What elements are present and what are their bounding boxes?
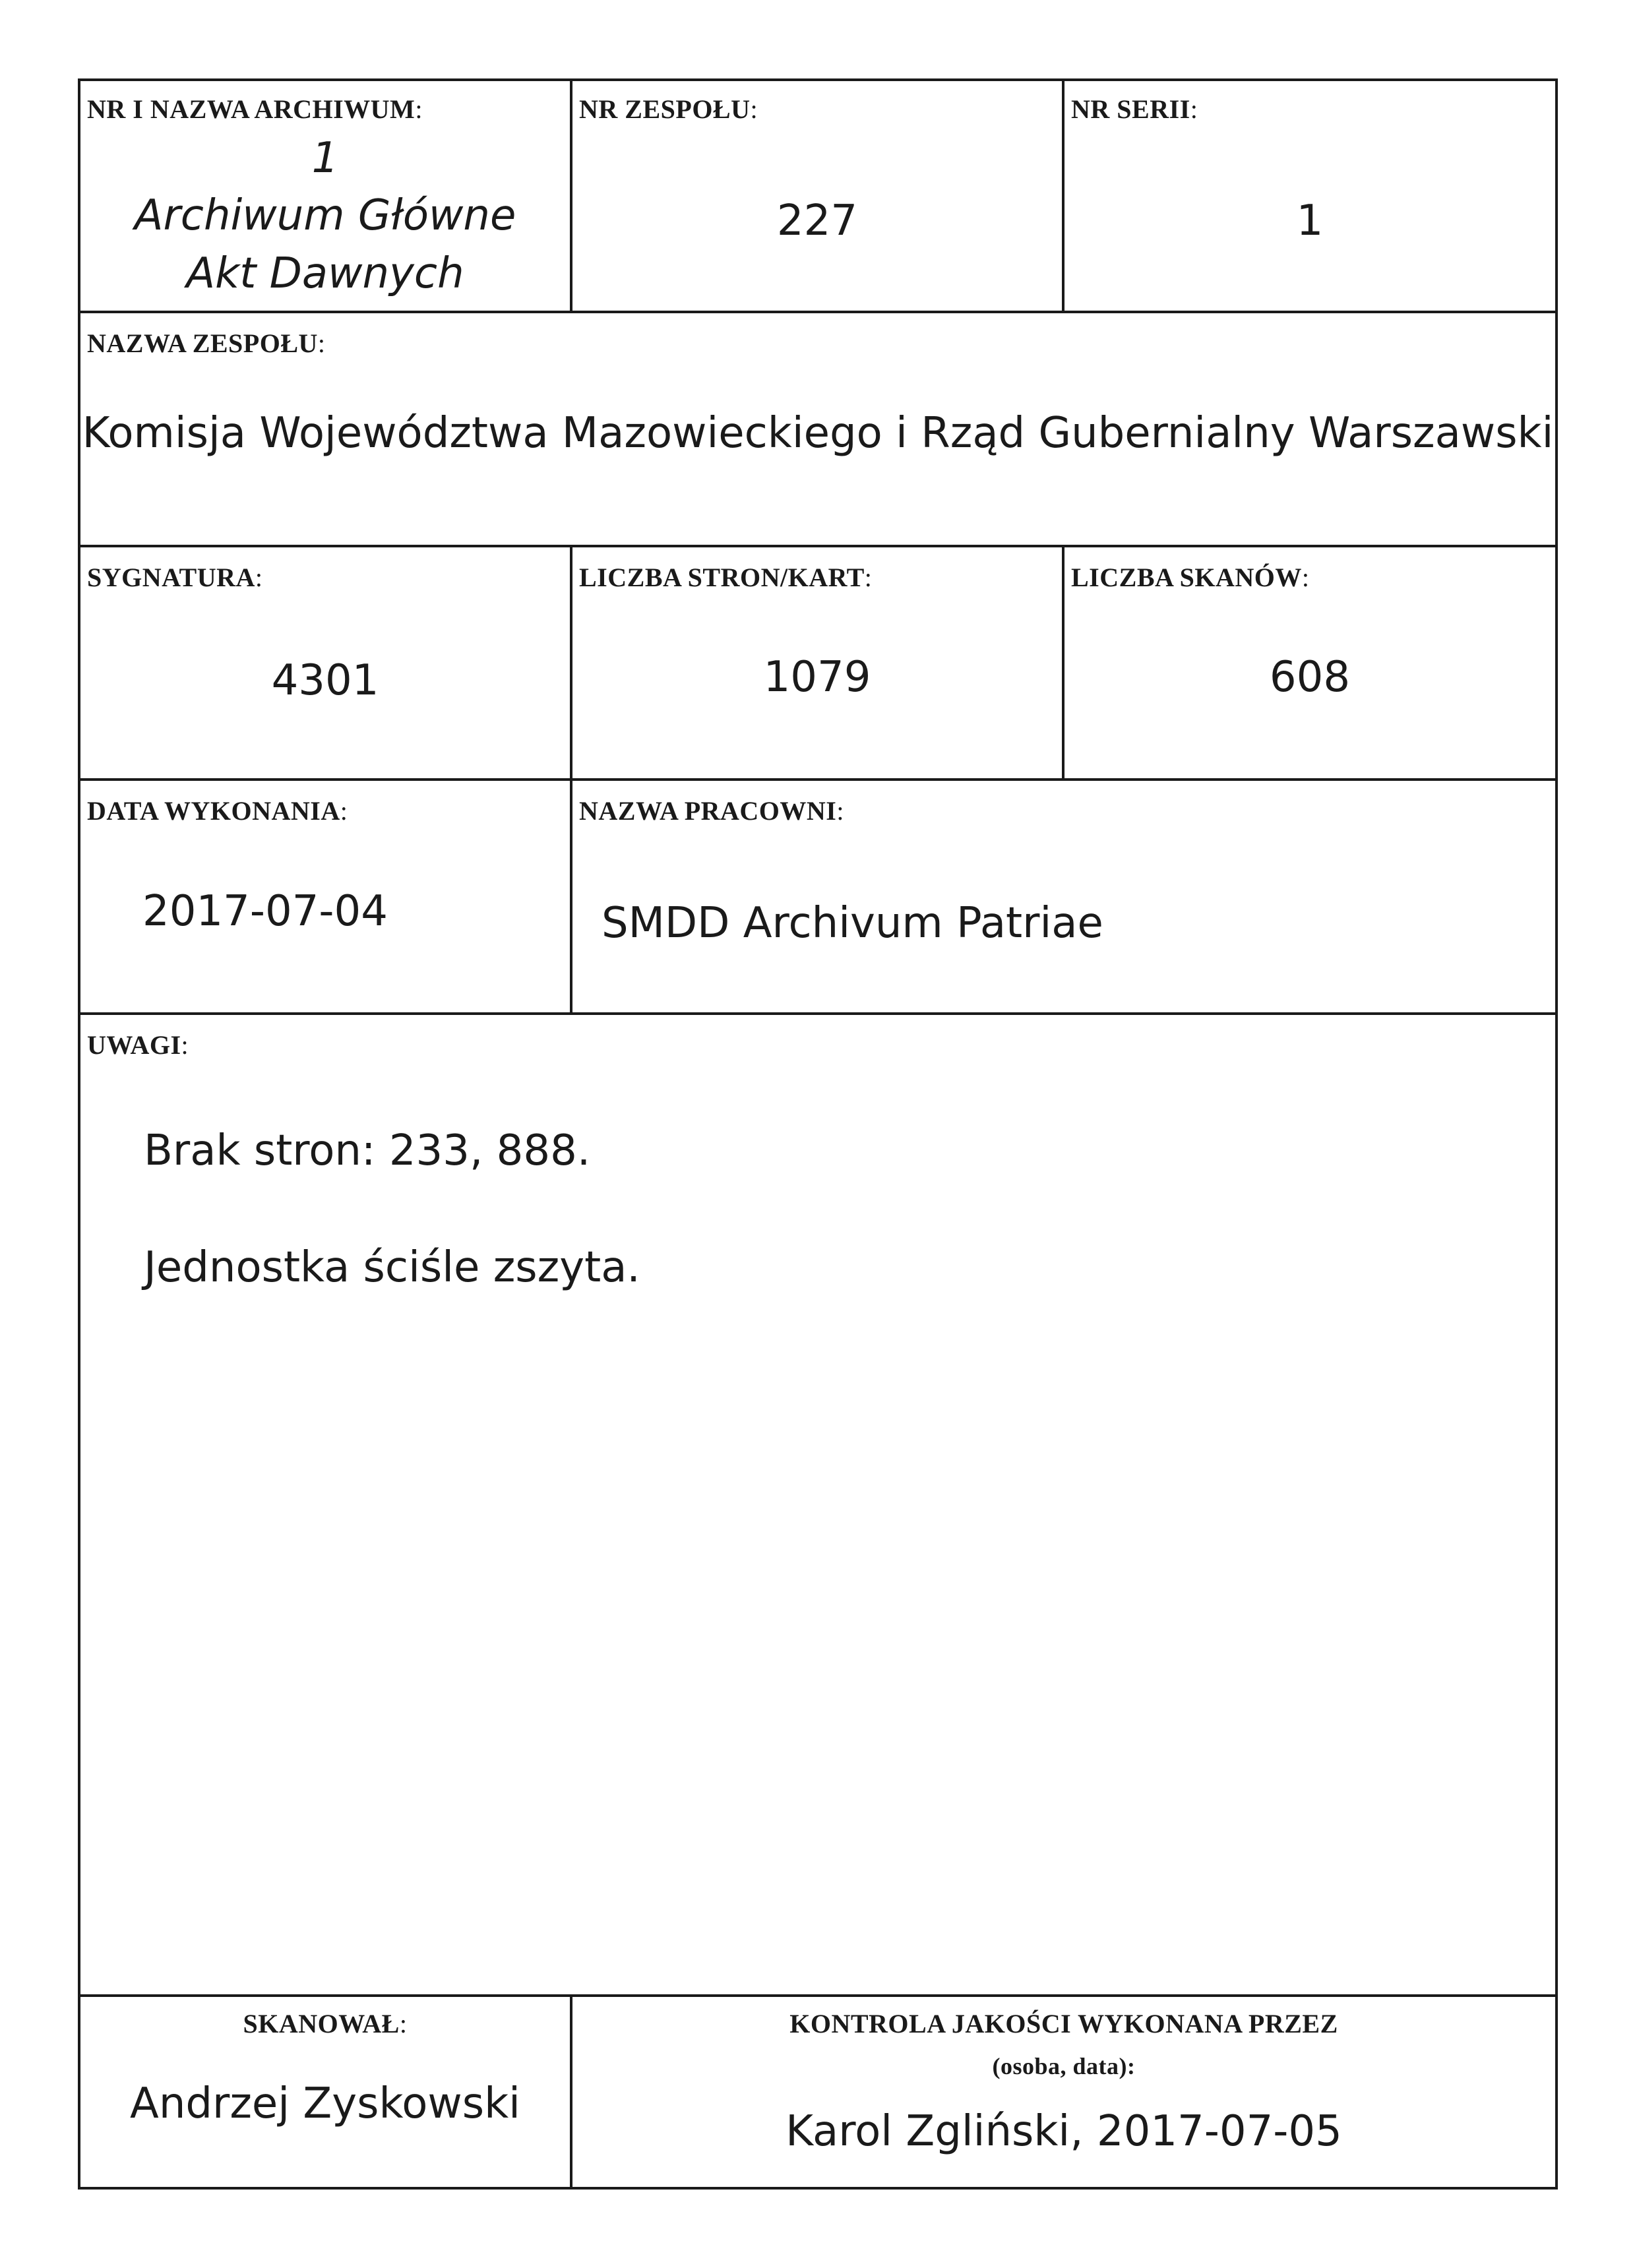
row-divider: [78, 311, 1558, 313]
fonds-number: 227: [776, 197, 858, 245]
column-divider: [570, 778, 572, 1014]
row-divider: [78, 778, 1558, 781]
quality-control-label: KONTROLA JAKOŚCI WYKONANA PRZEZ: [789, 2009, 1338, 2038]
signature-label: SYGNATURA:: [87, 563, 263, 592]
series-label: NR SERII:: [1071, 94, 1198, 124]
scanned-by-label: SKANOWAŁ:: [243, 2009, 408, 2038]
workshop-label: NAZWA PRACOWNI:: [579, 796, 844, 826]
row-divider: [78, 1994, 1558, 1997]
notes-line-1: Brak stron: 233, 888.: [144, 1126, 591, 1175]
workshop-value: SMDD Archivum Patriae: [602, 899, 1103, 948]
fonds-number-label: NR ZESPOŁU:: [579, 94, 758, 124]
signature-value: 4301: [271, 656, 379, 705]
notes-label: UWAGI:: [87, 1030, 189, 1060]
row-divider: [78, 1012, 1558, 1015]
pages-value: 1079: [763, 653, 871, 702]
pages-label: LICZBA STRON/KART:: [579, 563, 873, 592]
fonds-name-label: NAZWA ZESPOŁU:: [87, 328, 326, 358]
column-divider: [570, 78, 572, 312]
column-divider: [1062, 78, 1064, 312]
scans-label: LICZBA SKANÓW:: [1071, 563, 1310, 592]
row-divider: [78, 545, 1558, 547]
archive-number: 1: [311, 134, 339, 183]
archive-name-line2: Akt Dawnych: [186, 249, 464, 298]
archive-name-line1: Archiwum Główne: [134, 191, 516, 240]
scans-value: 608: [1269, 653, 1351, 702]
date-label: DATA WYKONANIA:: [87, 796, 348, 826]
archive-label: NR I NAZWA ARCHIWUM:: [87, 94, 423, 124]
date-value: 2017-07-04: [142, 887, 388, 936]
series-number: 1: [1296, 197, 1324, 245]
quality-control-value: Karol Zgliński, 2017-07-05: [786, 2107, 1342, 2156]
fonds-name: Komisja Województwa Mazowieckiego i Rząd Gubernialny Warszawski: [82, 409, 1554, 458]
notes-line-2: Jednostka ściśle zszyta.: [144, 1243, 640, 1292]
scanned-by-value: Andrzej Zyskowski: [130, 2079, 520, 2128]
quality-control-sublabel: (osoba, data):: [992, 2053, 1136, 2079]
